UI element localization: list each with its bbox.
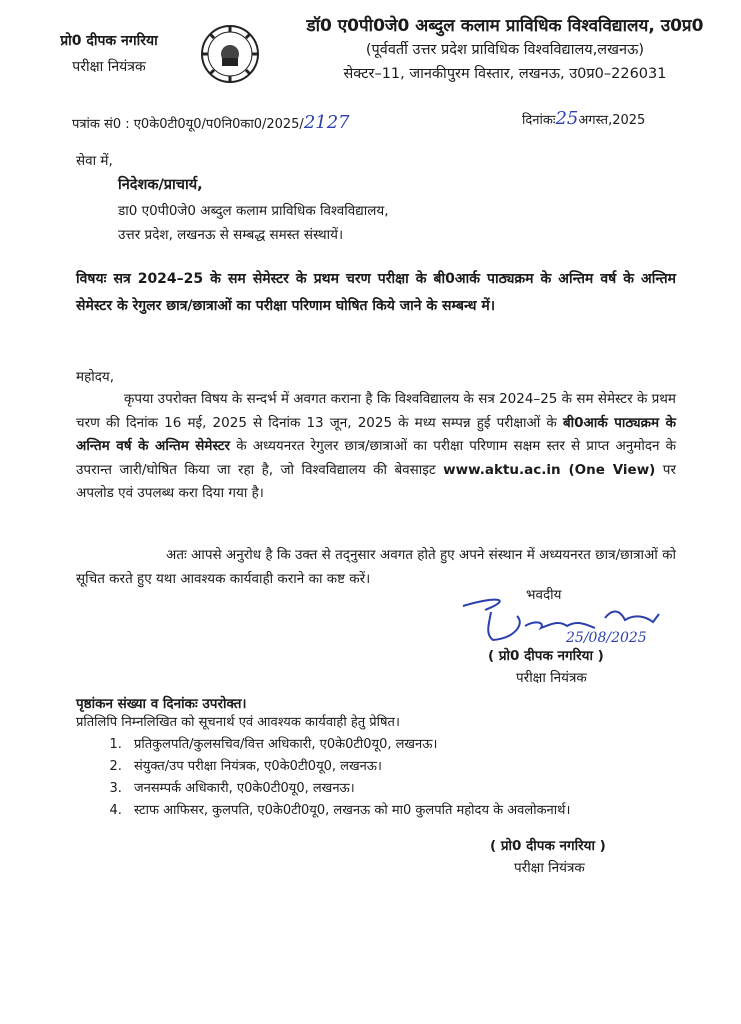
former-name: (पूर्ववर्ती उत्तर प्रदेश प्राविधिक विश्वविद्यालय,लखनऊ) [365,42,645,58]
body-text: कृपया उपरोक्त विषय के सन्दर्भ में अवगत कराना है कि विश्वविद्यालय के सत्र 2024–25 के सम सेमेस्टर के प्रथम चरण की दिनांक 16 मई, 2025 से दिनांक 13 जून, 2025 के मध्य सम्पन्न हुई परीक्षाओं के [76,391,676,431]
reference-handwritten-number: 2127 [303,112,350,133]
body-bold-course: बी0आर्क पाठ्यक्रम के अन्तिम वर्ष के अन्तिम सेमेस्टर [76,414,676,454]
endorsement-signatory-title: परीक्षा नियंत्रक [514,860,585,876]
addressee-line2: उत्तर प्रदेश, लखनऊ से सम्बद्ध समस्त संस्थायें। [118,227,344,243]
reference-label: पत्रांक सं0 : ए0के0टी0यू0/प0नि0का0/2025/ [72,117,304,132]
salutation-to: सेवा में, [76,153,113,169]
issuer-name: प्रो0 दीपक नगरिया [60,33,158,49]
signature-date: 25/08/2025 [566,630,647,646]
university-address: सेक्टर–11, जानकीपुरम विस्तार, लखनऊ, उ0प्र0–226031 [343,66,667,82]
date-label: दिनांकः [522,113,556,128]
body-text: के अध्ययनरत रेगुलर छात्र/छात्राओं का परीक्षा परिणाम सक्षम स्तर से प्राप्त अनुमोदन के उपरान्त जारी/घोषित किया जा रहा है, जो विश्वविद्यालय की बेवसाइट [76,438,676,478]
body-paragraph-2: अतः आपसे अनुरोध है कि उक्त से तद्नुसार अवगत होते हुए अपने संस्थान में अध्ययनरत छात्र/छात्राओं को सूचित करते हुए यथा आवश्यक कार्यवाही कराने का कष्ट करें। [76,547,676,587]
issuer-block [34,28,184,80]
endorsement-signatory-name: ( प्रो0 दीपक नगरिया ) [490,838,606,854]
endorsement-heading: पृष्ठांकन संख्या व दिनांकः उपरोक्त। [76,696,247,712]
reference-number [72,112,350,133]
addressee-line1: डा0 ए0पी0जे0 अब्दुल कलाम प्राविधिक विश्वविद्यालय, [118,203,389,219]
greeting: महोदय, [76,369,115,385]
signatory-name: ( प्रो0 दीपक नगरिया ) [488,648,604,664]
list-item: 4. स्टाफ आफिसर, कुलपति, ए0के0टी0यू0, लखनऊ को मा0 कुलपति महोदय के अवलोकनार्थ। [126,800,696,822]
copy-intro: प्रतिलिपि निम्नलिखित को सूचनार्थ एवं आवश्यक कार्यवाही हेतु प्रेषित। [76,715,400,730]
closing: भवदीय [526,587,562,603]
addressee-designation: निदेशक/प्राचार्य, [118,177,203,193]
list-item: 1. प्रतिकुलपति/कुलसचिव/वित्त अधिकारी, ए0के0टी0यू0, लखनऊ। [126,734,696,756]
subject-label: विषयः [76,271,107,287]
signatory-title: परीक्षा नियंत्रक [516,670,587,686]
letter-date [522,108,645,129]
university-header [285,14,725,86]
website-link[interactable]: www.aktu.ac.in (One View) [443,461,656,478]
copy-to-list [76,712,696,822]
university-seal-icon [200,24,260,84]
body-paragraph-1 [76,388,676,506]
date-month-year: अगस्त,2025 [578,113,646,128]
university-name: डॉ0 ए0पी0जे0 अब्दुल कलाम प्राविधिक विश्वविद्यालय, उ0प्र0 [306,16,704,36]
list-item: 3. जनसम्पर्क अधिकारी, ए0के0टी0यू0, लखनऊ। [126,778,696,800]
issuer-title: परीक्षा नियंत्रक [72,59,146,75]
date-day: 25 [555,108,579,129]
body-text: पर अपलोड एवं उपलब्ध करा दिया गया है। [76,461,676,501]
list-item: 2. संयुक्त/उप परीक्षा नियंत्रक, ए0के0टी0यू0, लखनऊ। [126,756,696,778]
subject-text: सत्र 2024–25 के सम सेमेस्टर के प्रथम चरण परीक्षा के बी0आर्क पाठ्यक्रम के अन्तिम वर्ष के अन्तिम सेमेस्टर के रेगुलर छात्र/छात्राओं का परीक्षा परिणाम घोषित किये जाने के सम्बन्ध में। [76,271,676,314]
subject [76,266,676,320]
